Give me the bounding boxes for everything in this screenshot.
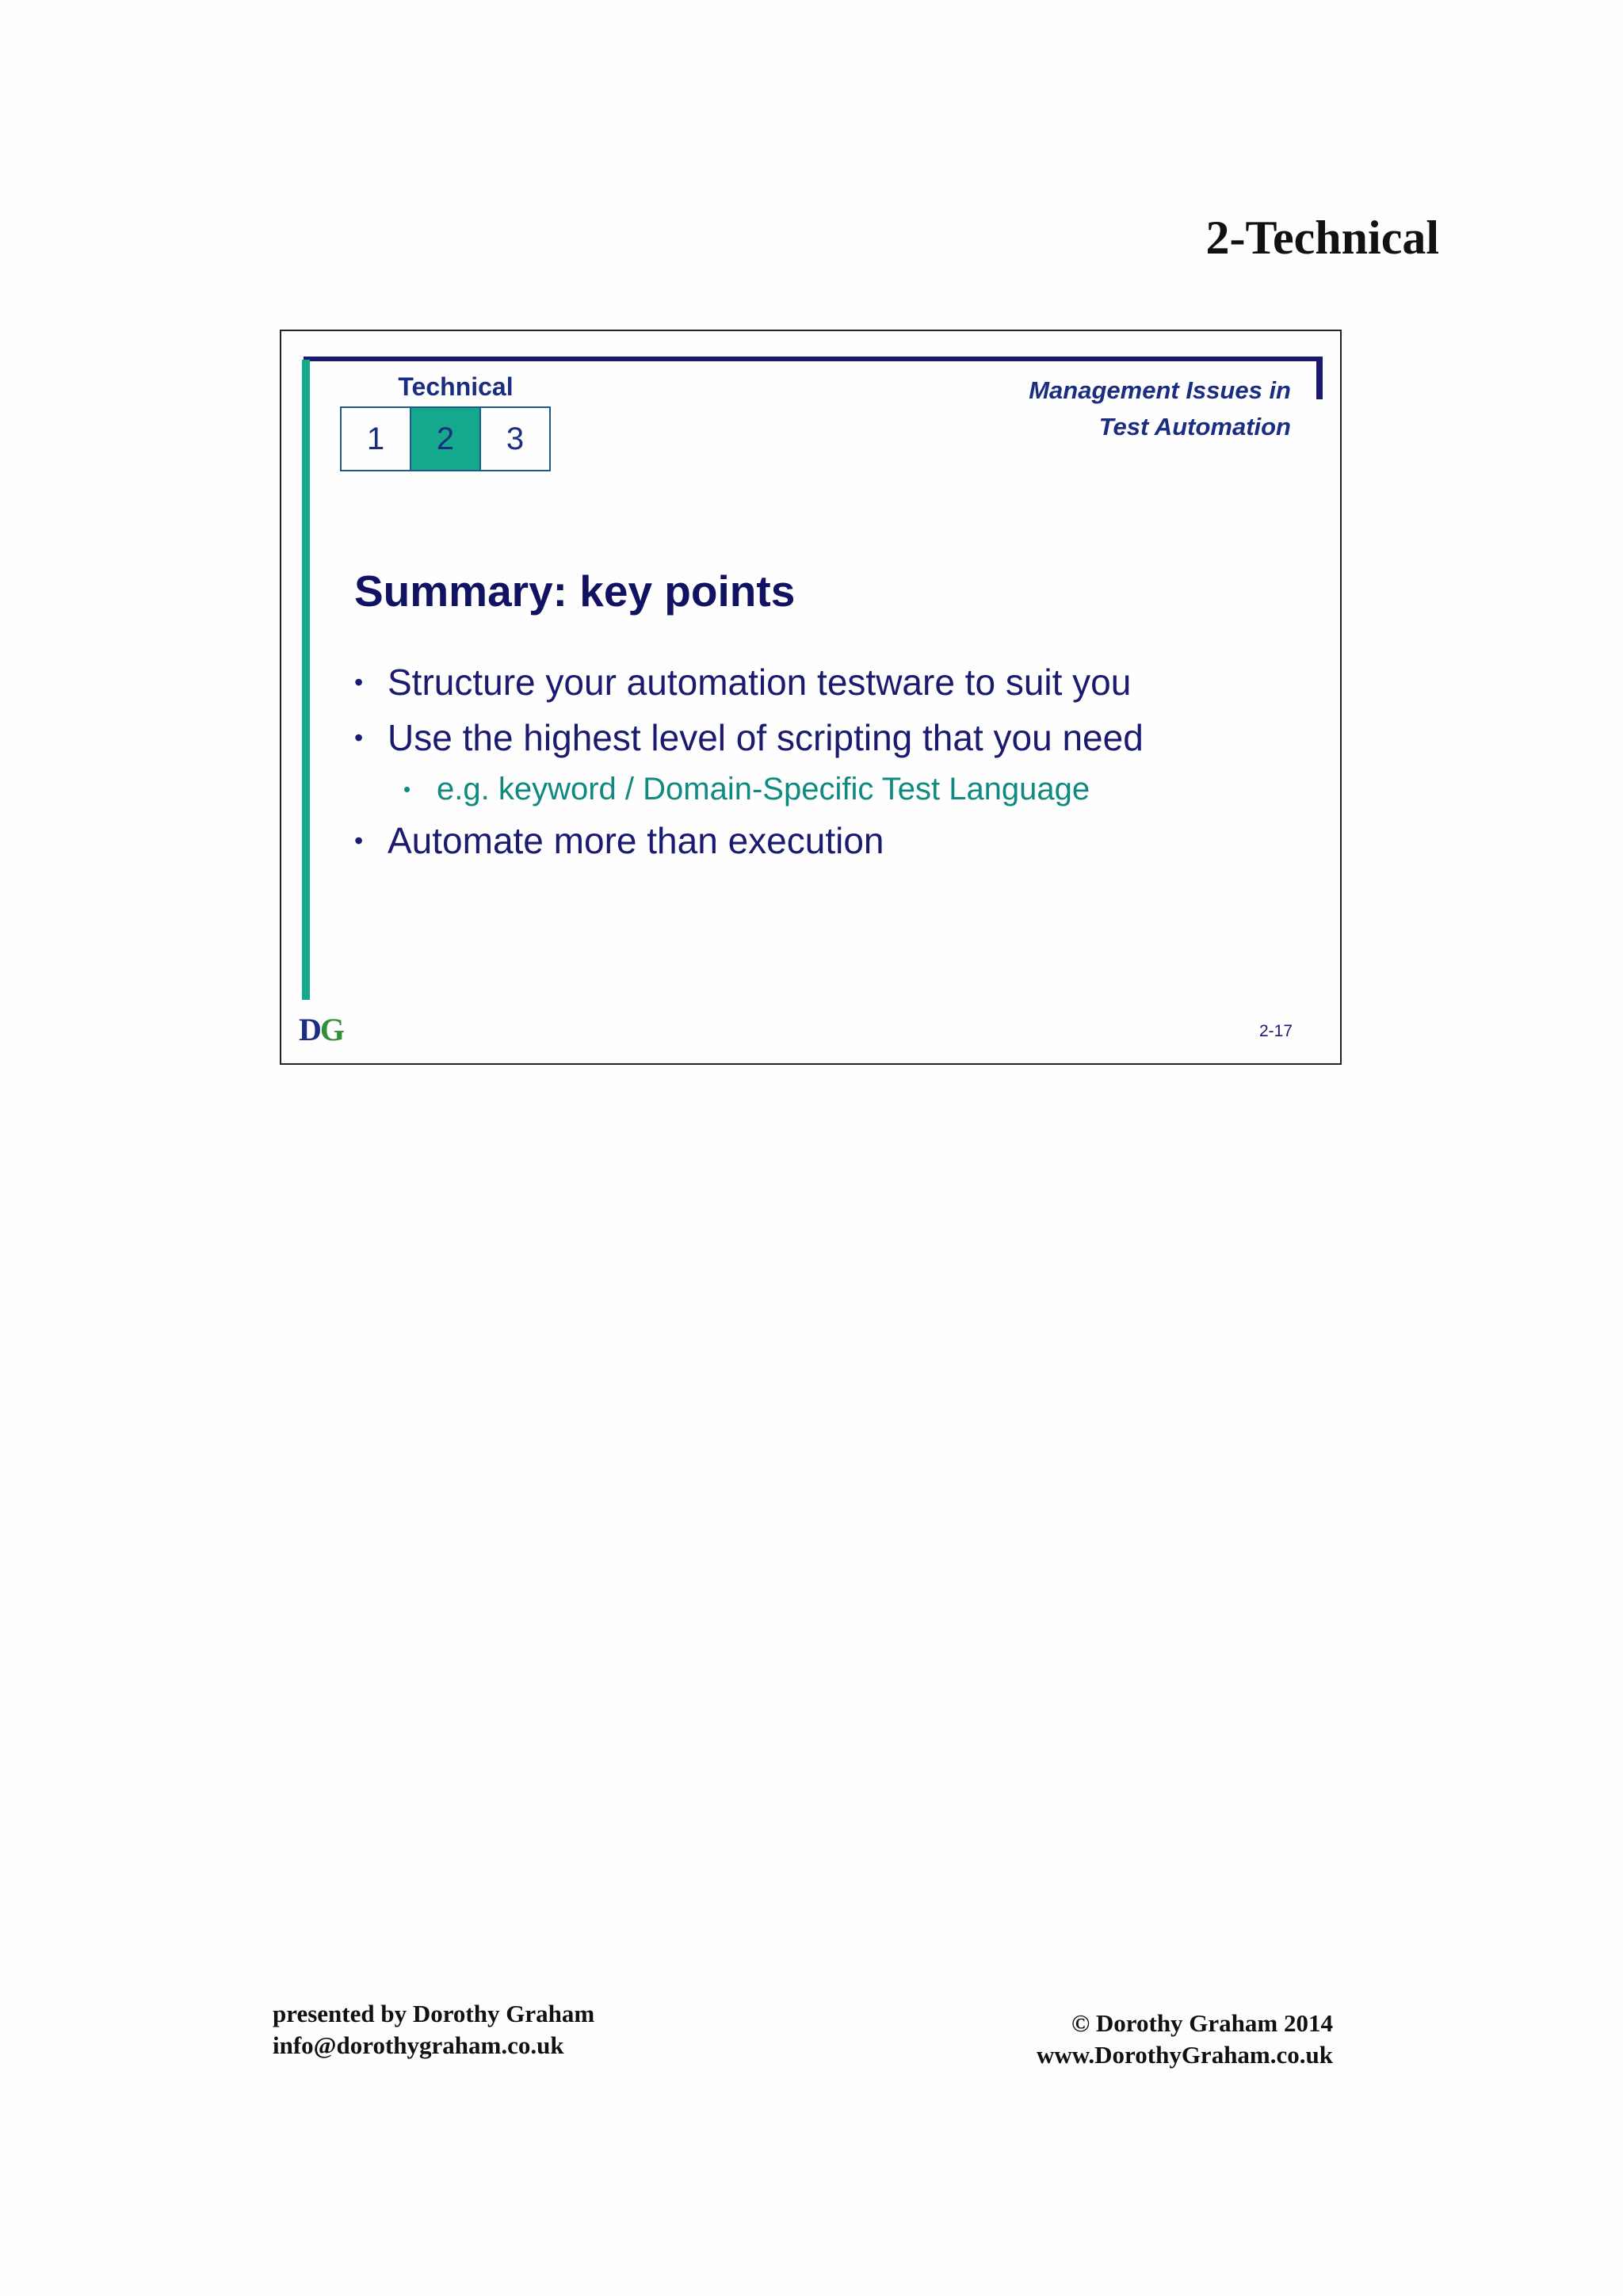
dg-logo bbox=[299, 1011, 343, 1048]
slide-left-bar bbox=[302, 360, 310, 1000]
copyright-text: © Dorothy Graham 2014 bbox=[1071, 2009, 1333, 2037]
step-2-active: 2 bbox=[410, 406, 481, 471]
slide-top-bar bbox=[304, 357, 1316, 361]
slide-right-bar bbox=[1316, 357, 1323, 399]
section-label: Technical bbox=[398, 372, 514, 401]
slide-number: 2-17 bbox=[1258, 1022, 1293, 1040]
slide-title: Summary: key points bbox=[354, 566, 796, 616]
sub-bullet-item: • e.g. keyword / Domain-Specific Test Language bbox=[349, 765, 1144, 813]
step-1: 1 bbox=[340, 406, 411, 471]
bullet-item: • Automate more than execution bbox=[349, 813, 1144, 868]
course-title bbox=[1029, 372, 1291, 445]
page-heading: 2-Technical bbox=[1205, 212, 1439, 264]
logo-letter-d: D bbox=[299, 1012, 320, 1047]
footer-presenter-block bbox=[273, 1998, 594, 2061]
section-steps bbox=[342, 406, 551, 471]
presenter-name: presented by Dorothy Graham bbox=[273, 2000, 595, 2027]
website-text: www.DorothyGraham.co.uk bbox=[1036, 2041, 1333, 2069]
key-points-list bbox=[349, 654, 1144, 868]
footer-copyright-block bbox=[911, 2008, 1333, 2071]
logo-letter-g: G bbox=[319, 1012, 344, 1047]
bullet-item: • Use the highest level of scripting that you need bbox=[349, 710, 1144, 765]
course-title-line-2: Test Automation bbox=[1098, 413, 1291, 441]
presenter-email: info@dorothygraham.co.uk bbox=[273, 2031, 564, 2059]
slide bbox=[280, 330, 1342, 1065]
course-title-line-1: Management Issues in bbox=[1029, 376, 1291, 404]
step-3: 3 bbox=[479, 406, 551, 471]
bullet-item: • Structure your automation testware to suit you bbox=[349, 654, 1144, 710]
